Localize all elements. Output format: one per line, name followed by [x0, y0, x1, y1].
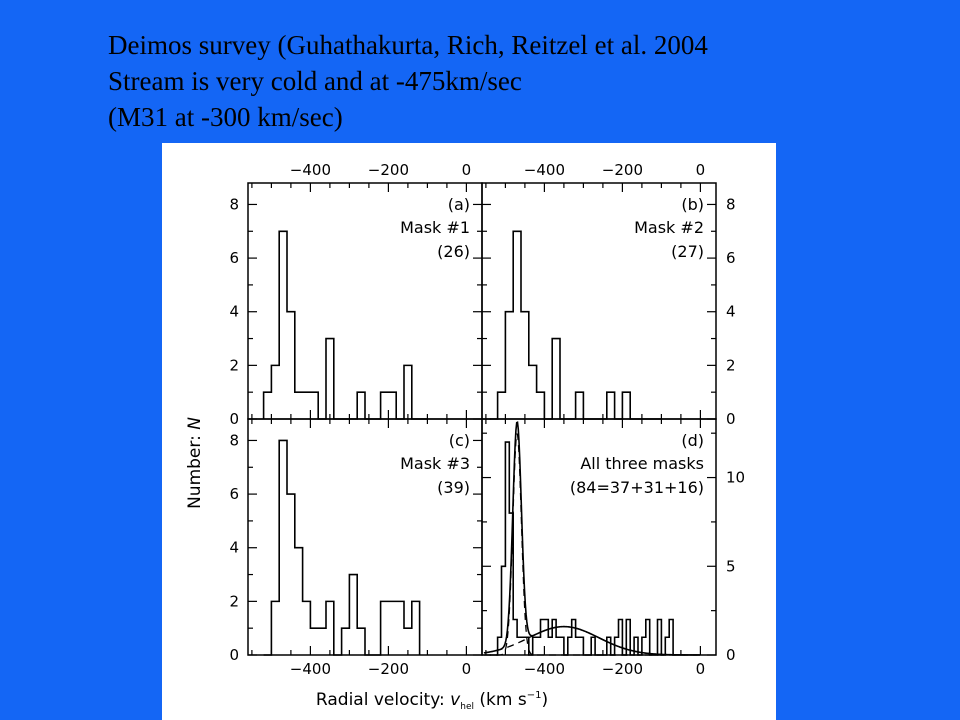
count-label-c: (39) [437, 478, 470, 497]
count-label-a: (26) [437, 242, 470, 261]
count-label-d: (84=37+31+16) [569, 478, 704, 497]
panel-label-c: (c) [448, 431, 470, 450]
y-tick-label-c: 0 [229, 646, 239, 664]
x-tick-label-c: −200 [367, 660, 410, 678]
y-axis-label [185, 417, 205, 509]
histogram-series-a [264, 231, 428, 419]
y-tick-label-right-b: 2 [726, 356, 736, 375]
y-axis-label-var: N [185, 417, 205, 430]
title-line-1: Deimos survey (Guhathakurta, Rich, Reitzel et al. 2004 [108, 30, 708, 60]
y-tick-label-right-d: 10 [726, 468, 746, 487]
x-tick-label-d: −400 [523, 660, 566, 678]
y-tick-label-right-b: 8 [726, 195, 736, 214]
x-tick-label-d: −200 [601, 660, 644, 678]
count-label-b: (27) [671, 242, 704, 261]
panels-layer [229, 161, 745, 678]
mask-label-d: All three masks [580, 454, 704, 473]
y-tick-label-a: 4 [229, 302, 239, 321]
x-tick-label-top-b: −400 [523, 161, 566, 179]
y-tick-label-right-b: 4 [726, 302, 736, 321]
y-tick-label-c: 8 [229, 431, 239, 450]
y-tick-label-c: 2 [229, 592, 239, 611]
y-tick-label-c: 4 [229, 538, 239, 557]
y-tick-label-right-d: 0 [726, 646, 736, 664]
mask-label-b: Mask #2 [634, 218, 704, 237]
x-axis-label-exp: −1 [526, 690, 542, 701]
y-tick-label-right-b: 0 [726, 410, 736, 428]
y-tick-label-a: 6 [229, 249, 239, 268]
x-tick-label-c: −400 [289, 660, 332, 678]
panel-c [229, 419, 482, 678]
x-axis-label-var: v [450, 690, 461, 710]
x-axis-label [316, 690, 548, 712]
y-tick-label-a: 0 [229, 410, 239, 428]
x-tick-label-top-a: −200 [367, 161, 410, 179]
x-tick-label-top-b: 0 [695, 161, 706, 179]
title-line-3: (M31 at -300 km/sec) [108, 102, 343, 132]
panel-a [229, 161, 482, 428]
panel-label-a: (a) [447, 195, 470, 214]
histogram-series-d [490, 442, 681, 655]
x-axis-label-units: (km s [473, 690, 527, 710]
histogram-series-b [490, 231, 662, 419]
panel-d [482, 419, 745, 678]
y-tick-label-a: 8 [229, 195, 239, 214]
x-tick-label-top-a: 0 [461, 161, 472, 179]
x-axis-label-sub: hel [460, 702, 474, 712]
mask-label-a: Mask #1 [400, 218, 470, 237]
histogram-figure [162, 143, 776, 720]
y-axis-label-prefix: Number: [185, 429, 205, 509]
x-tick-label-c: 0 [461, 660, 472, 678]
y-tick-label-right-b: 6 [726, 249, 736, 268]
x-tick-label-top-a: −400 [289, 161, 332, 179]
panel-label-d: (d) [681, 431, 704, 450]
y-tick-label-a: 2 [229, 356, 239, 375]
mask-label-c: Mask #3 [400, 454, 470, 473]
y-tick-label-c: 6 [229, 485, 239, 504]
x-tick-label-d: 0 [695, 660, 706, 678]
title-line-2: Stream is very cold and at -475km/sec [108, 66, 522, 96]
x-axis-label-close: ) [541, 690, 549, 710]
x-tick-label-top-b: −200 [601, 161, 644, 179]
figure-panel [162, 143, 776, 720]
panel-b [482, 161, 736, 428]
x-axis-label-prefix: Radial velocity: [315, 690, 451, 710]
y-tick-label-right-d: 5 [726, 557, 736, 576]
histogram-series-c [264, 440, 420, 655]
panel-label-b: (b) [681, 195, 704, 214]
